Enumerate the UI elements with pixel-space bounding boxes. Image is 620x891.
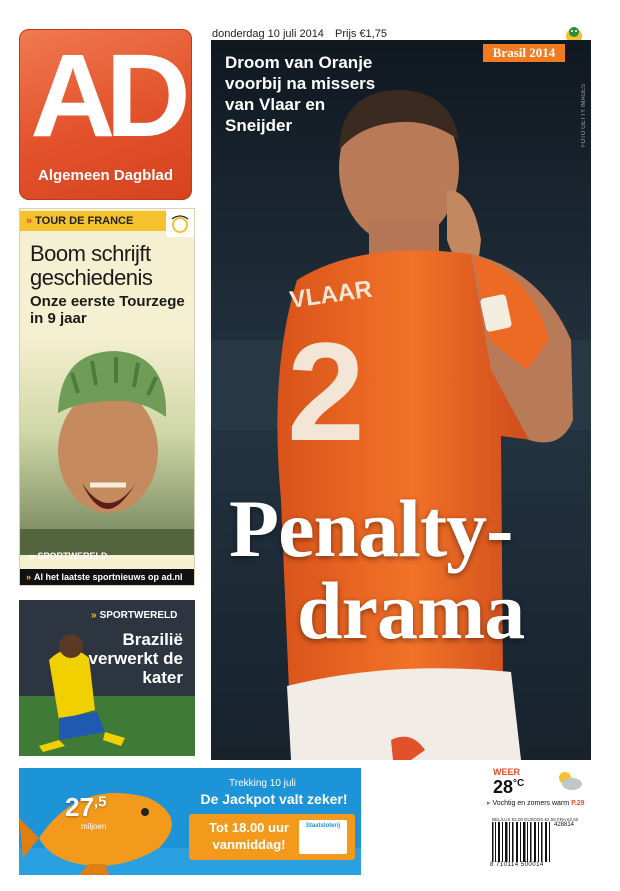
tour-subhead: Onze eerste Tourzege in 9 jaar	[30, 293, 185, 327]
arrow-icon: ▸	[487, 800, 493, 807]
barcode	[490, 822, 592, 870]
jackpot-amount: $27^{,5}$	[65, 792, 107, 822]
jackpot-amount-decimal: 5	[98, 793, 107, 811]
tour-tag-label: TOUR DE FRANCE	[35, 215, 134, 227]
tour-headline: Boom schrijft geschiedenis	[30, 241, 153, 290]
staatsloterij-logo-text: Staatsloterij	[305, 823, 341, 829]
double-chevron-icon: »	[91, 610, 97, 621]
staatsloterij-logo	[299, 820, 347, 854]
sportnews-link[interactable]	[20, 569, 194, 585]
double-chevron-icon: »	[30, 551, 38, 561]
cta-line-1: Tot 18.00 uur	[209, 820, 289, 835]
lead-subhead: Droom van Oranje voorbij na missers van Vlaar en Sneijder	[225, 53, 376, 135]
cta-line-2: vanmiddag!	[212, 837, 286, 852]
weather-box[interactable]	[485, 764, 591, 814]
dateline	[212, 28, 387, 40]
draw-date: Trekking 10 juli	[229, 778, 296, 789]
tour-tag	[20, 211, 168, 231]
tour-section	[30, 551, 108, 561]
double-chevron-icon: »	[26, 572, 32, 582]
logo-letters: AD	[30, 30, 181, 162]
temperature-value: 28	[493, 777, 514, 797]
weather-label: WEER	[493, 767, 520, 777]
shirt-number: 2	[287, 313, 365, 470]
barcode-number: 8 710114 500014	[490, 862, 544, 868]
jackpot-amount-whole: 27	[65, 792, 94, 822]
weather-page-ref: P.29	[571, 800, 585, 807]
prices-abroad: BEL/LUX €2,00 DUI/OOS €2,55 FRA €2,60	[492, 817, 579, 822]
lead-headline	[229, 483, 589, 656]
weather-description	[487, 799, 591, 807]
barcode-code: 428814	[554, 822, 575, 828]
weather-temperature	[493, 777, 524, 798]
brazil-section-label: SPORTWERELD	[99, 610, 178, 621]
tour-de-france-teaser[interactable]	[19, 208, 195, 586]
photo-credit: FOTO GETTY IMAGES	[581, 84, 587, 148]
brazil-teaser[interactable]	[19, 600, 195, 756]
weather-description-text: Vochtig en zomers warm	[492, 800, 570, 807]
jackpot-claim: De Jackpot valt zeker!	[200, 791, 348, 807]
headline-line-1: Penalty-	[229, 483, 513, 574]
staatsloterij-ad[interactable]	[19, 768, 361, 875]
barcode-bars	[490, 822, 592, 862]
brasil-2014-badge: Brasil 2014	[483, 44, 565, 62]
sportnews-link-label: Al het laatste sportnieuws op ad.nl	[34, 572, 183, 582]
brazil-section	[91, 610, 177, 621]
temperature-unit: °C	[513, 778, 525, 789]
sun-cloud-icon	[555, 769, 583, 791]
headline-line-2: drama	[297, 565, 525, 656]
brazil-headline: Brazilië verwerkt de kater	[88, 630, 183, 687]
double-chevron-icon: »	[26, 215, 33, 227]
jackpot-cta[interactable]	[189, 814, 355, 860]
shirt-name: VLAAR	[288, 275, 374, 314]
logo-name: Algemeen Dagblad	[37, 167, 174, 184]
tour-section-label: SPORTWERELD	[37, 551, 108, 561]
issue-date: donderdag 10 juli 2014	[212, 28, 324, 40]
jackpot-unit: miljoen	[81, 822, 107, 831]
ad-logo[interactable]	[19, 29, 192, 200]
lead-story[interactable]	[211, 40, 591, 760]
issue-price: Prijs €1,75	[335, 28, 387, 40]
cyclist-photo	[20, 333, 194, 555]
tour-de-france-logo	[166, 209, 194, 237]
